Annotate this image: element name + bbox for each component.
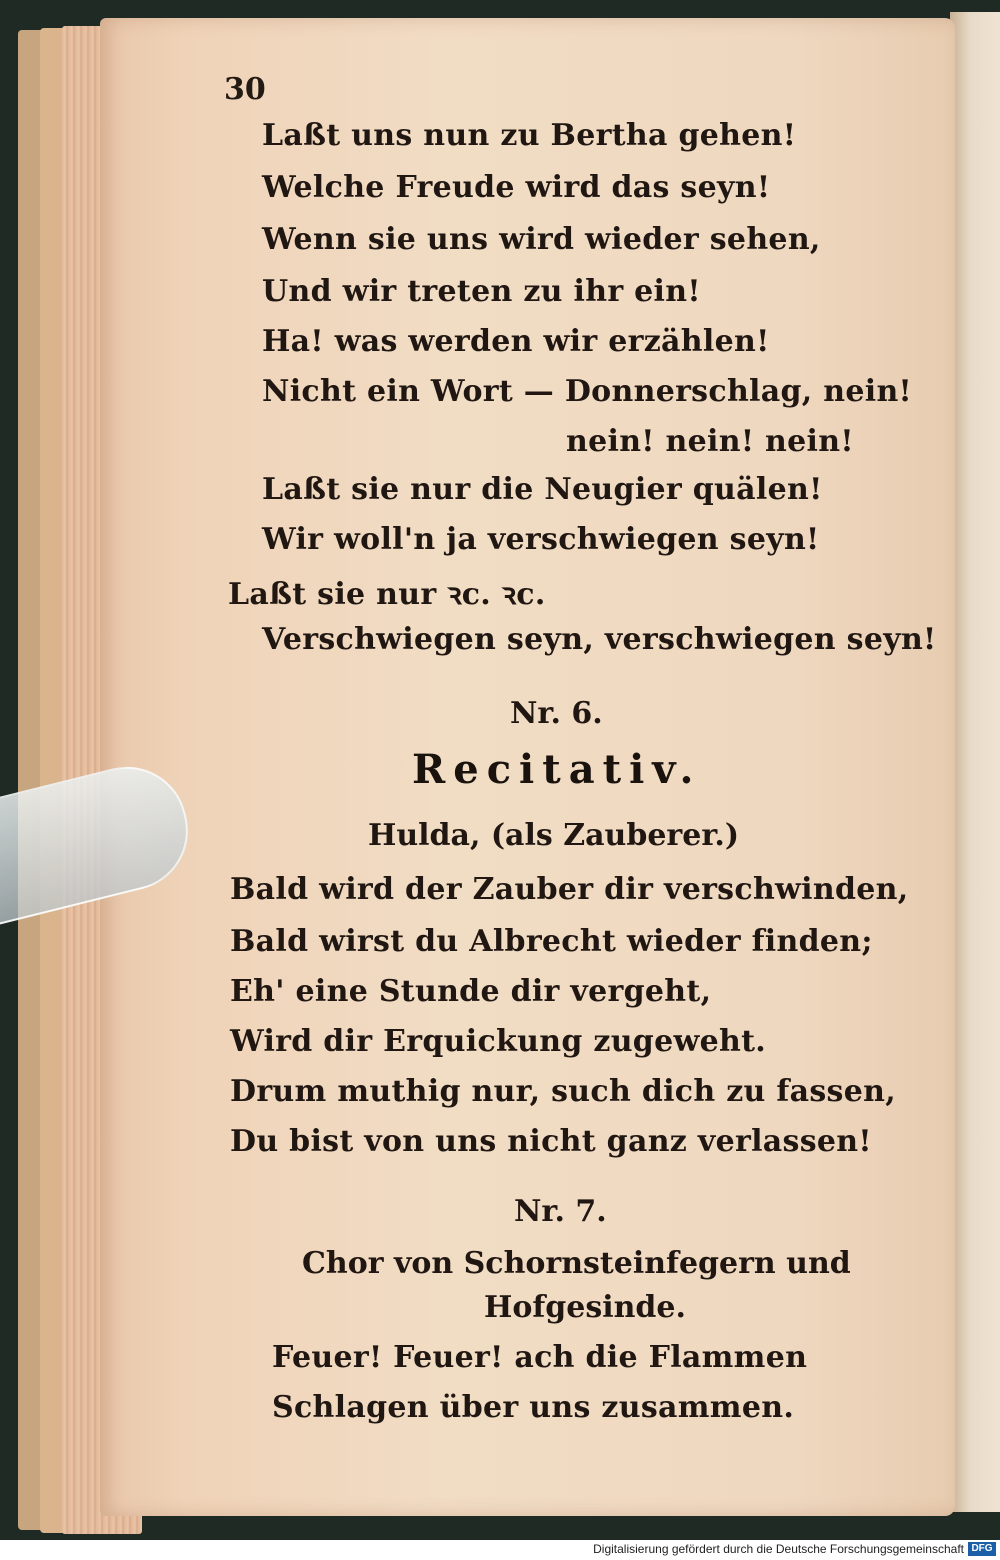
speaker-line: Hulda, (als Zauberer.) (368, 818, 740, 853)
page-number: 30 (224, 72, 266, 107)
verse-line: Wird dir Erquickung zugeweht. (230, 1024, 766, 1059)
facing-page (950, 12, 1000, 1512)
section-title: Hofgesinde. (484, 1290, 686, 1325)
verse-line: Nicht ein Wort — Donnerschlag, nein! (262, 374, 913, 409)
verse-line: Verschwiegen seyn, verschwiegen seyn! (262, 622, 937, 657)
verse-line: Bald wirst du Albrecht wieder finden; (230, 924, 873, 959)
verse-line: Feuer! Feuer! ach die Flammen (272, 1340, 808, 1375)
footer-credit: Digitalisierung gefördert durch die Deutsche Forschungsgemeinschaft (593, 1542, 964, 1556)
verse-line: Bald wird der Zauber dir verschwinden, (230, 872, 909, 907)
verse-line: Laßt sie nur ꝛc. ꝛc. (228, 577, 546, 612)
verse-line: Eh' eine Stunde dir vergeht, (230, 974, 712, 1009)
verse-line: Du bist von uns nicht ganz verlassen! (230, 1124, 872, 1159)
verse-line: nein! nein! nein! (566, 424, 854, 459)
verse-line: Welche Freude wird das seyn! (262, 170, 771, 205)
section-number: Nr. 6. (510, 696, 603, 731)
verse-line: Drum muthig nur, such dich zu fassen, (230, 1074, 896, 1109)
section-title: Chor von Schornsteinfegern und (302, 1246, 851, 1281)
verse-line: Laßt sie nur die Neugier quälen! (262, 472, 823, 507)
section-title: Recitativ. (412, 746, 702, 793)
verse-line: Ha! was werden wir erzählen! (262, 324, 770, 359)
verse-line: Wir woll'n ja verschwiegen seyn! (262, 522, 820, 557)
verse-line: Und wir treten zu ihr ein! (262, 274, 701, 309)
section-number: Nr. 7. (514, 1194, 607, 1229)
dfg-logo-icon: DFG (968, 1542, 996, 1556)
verse-line: Wenn sie uns wird wieder sehen, (262, 222, 821, 257)
verse-line: Laßt uns nun zu Bertha gehen! (262, 118, 797, 153)
verse-line: Schlagen über uns zusammen. (272, 1390, 795, 1425)
